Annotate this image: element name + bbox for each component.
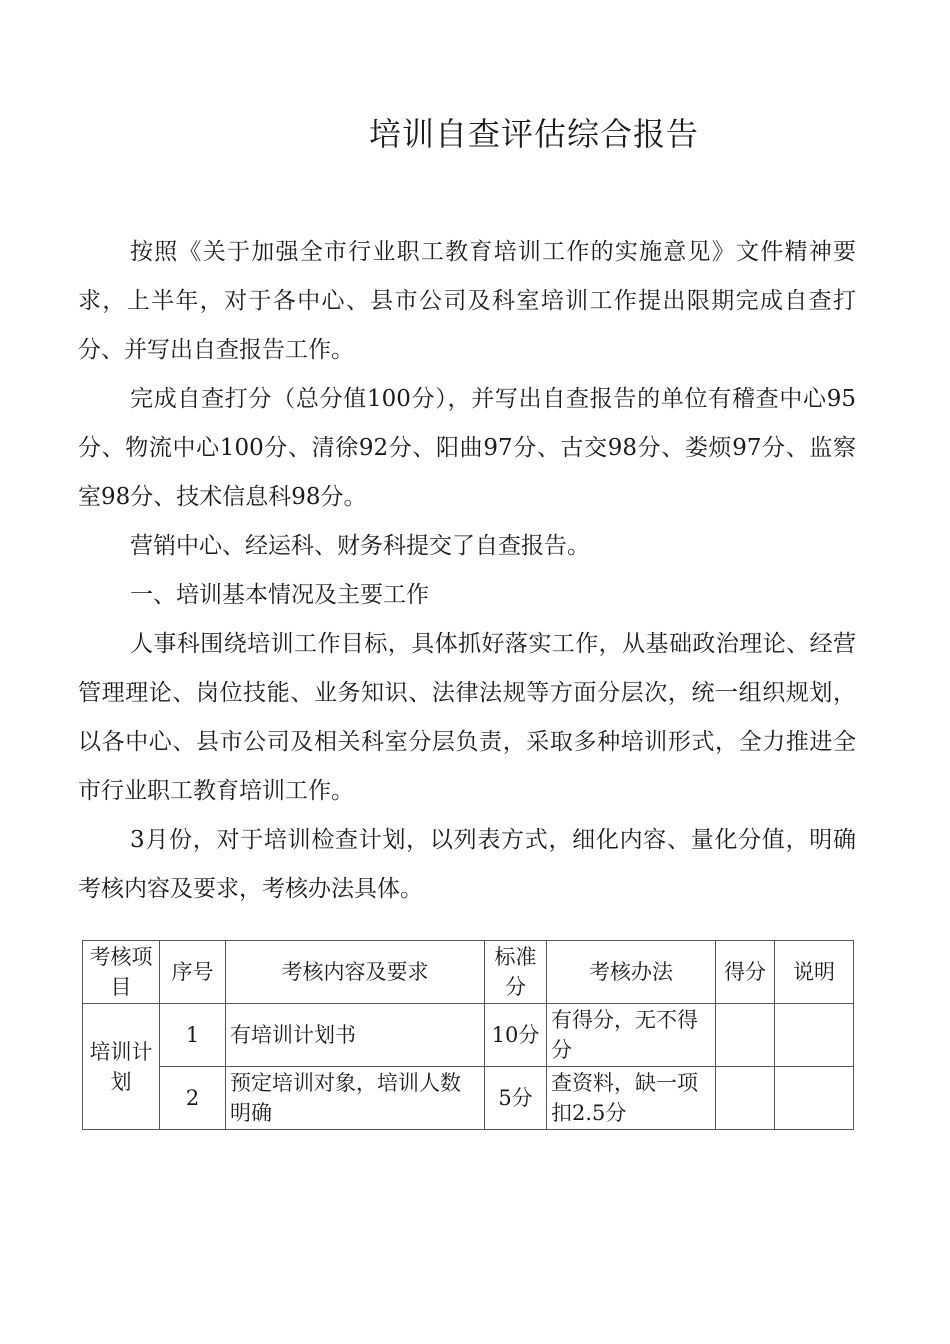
row-note bbox=[775, 1004, 854, 1067]
row-score bbox=[716, 1067, 775, 1130]
row-standard: 10分 bbox=[485, 1004, 547, 1067]
table-row bbox=[83, 1067, 854, 1130]
row-no: 1 bbox=[160, 1004, 226, 1067]
paragraph-scores: 完成自查打分（总分值100分），并写出自查报告的单位有稽查中心95分、物流中心100分、清徐92分、阳曲97分、古交98分、娄烦97分、监察室98分、技术信息科98分。 bbox=[78, 386, 856, 510]
document-title: 培训自查评估综合报告 bbox=[368, 115, 699, 153]
table-header-row bbox=[83, 941, 854, 1004]
document-body bbox=[78, 228, 856, 914]
group-label: 培训计划 bbox=[83, 1004, 160, 1130]
section-heading-basic-info: 一、培训基本情况及主要工作 bbox=[130, 582, 429, 608]
assessment-table bbox=[82, 940, 854, 1130]
header-content: 考核内容及要求 bbox=[226, 941, 485, 1004]
header-score: 得分 bbox=[716, 941, 775, 1004]
row-content: 预定培训对象，培训人数明确 bbox=[226, 1067, 485, 1130]
header-method: 考核办法 bbox=[547, 941, 716, 1004]
row-method: 有得分，无不得分 bbox=[547, 1004, 716, 1067]
row-score bbox=[716, 1004, 775, 1067]
row-note bbox=[775, 1067, 854, 1130]
header-no: 序号 bbox=[160, 941, 226, 1004]
header-standard: 标准分 bbox=[485, 941, 547, 1004]
paragraph-submitted: 营销中心、经运科、财务科提交了自查报告。 bbox=[130, 533, 590, 559]
table-row bbox=[83, 1004, 854, 1067]
paragraph-intro: 按照《关于加强全市行业职工教育培训工作的实施意见》文件精神要求，上半年，对于各中心、县市公司及科室培训工作提出限期完成自查打分、并写出自查报告工作。 bbox=[78, 239, 856, 363]
row-method: 查资料，缺一项扣2.5分 bbox=[547, 1067, 716, 1130]
row-no: 2 bbox=[160, 1067, 226, 1130]
header-item: 考核项目 bbox=[83, 941, 160, 1004]
header-note: 说明 bbox=[775, 941, 854, 1004]
row-standard: 5分 bbox=[485, 1067, 547, 1130]
paragraph-hr-work: 人事科围绕培训工作目标，具体抓好落实工作，从基础政治理论、经营管理理论、岗位技能、业务知识、法律法规等方面分层次，统一组织规划，以各中心、县市公司及相关科室分层负责，采取多种培训形式，全力推进全市行业职工教育培训工作。 bbox=[78, 631, 856, 804]
row-content: 有培训计划书 bbox=[226, 1004, 485, 1067]
paragraph-march-plan: 3月份，对于培训检查计划，以列表方式，细化内容、量化分值，明确考核内容及要求，考核办法具体。 bbox=[78, 827, 856, 902]
